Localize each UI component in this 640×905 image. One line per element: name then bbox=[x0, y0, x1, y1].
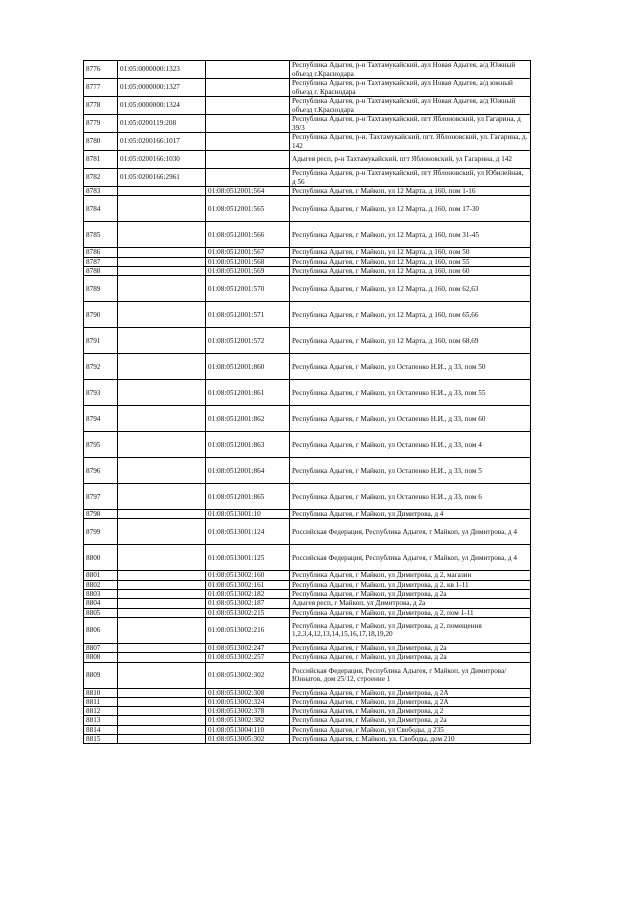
cadastral-number-cell bbox=[118, 653, 206, 662]
row-number-cell: 8799 bbox=[84, 519, 118, 545]
table-row bbox=[84, 97, 531, 115]
row-number-cell: 8776 bbox=[84, 61, 118, 79]
row-number-cell: 8800 bbox=[84, 545, 118, 571]
address-cell: Республика Адыгея, г Майкоп, ул Димитрова, д 2а bbox=[290, 653, 531, 662]
address-cell: Республика Адыгея, г Майкоп, ул Димитрова, д 2, кв 1-11 bbox=[290, 580, 531, 589]
row-number-cell: 8808 bbox=[84, 653, 118, 662]
property-register-table bbox=[83, 60, 531, 744]
premises-cadastral-number-cell: 01:08:0512001:570 bbox=[206, 276, 290, 302]
address-cell: Республика Адыгея, г Майкоп, ул Димитрова, д 2 bbox=[290, 707, 531, 716]
premises-cadastral-number-cell: 01:08:0513001:124 bbox=[206, 519, 290, 545]
row-number-cell: 8811 bbox=[84, 697, 118, 706]
table-row bbox=[84, 545, 531, 571]
row-number-cell: 8801 bbox=[84, 571, 118, 580]
cadastral-number-cell bbox=[118, 643, 206, 652]
premises-cadastral-number-cell: 01:08:0513002:215 bbox=[206, 608, 290, 617]
premises-cadastral-number-cell: 01:08:0513002:161 bbox=[206, 580, 290, 589]
address-cell: Республика Адыгея, г Майкоп, ул Димитрова, д 2, помещения 1,2,3,4,12,13,14,15,16,17,18,19,20 bbox=[290, 617, 531, 643]
premises-cadastral-number-cell: 01:08:0513002:182 bbox=[206, 590, 290, 599]
premises-cadastral-number-cell: 01:08:0513002:257 bbox=[206, 653, 290, 662]
address-cell: Республика Адыгея, р-н Тахтамукайский, пгт Яблоновский, ул Юбилейная, д 56 bbox=[290, 169, 531, 187]
table-row bbox=[84, 248, 531, 257]
cadastral-number-cell bbox=[118, 608, 206, 617]
premises-cadastral-number-cell: 01:08:0513002:187 bbox=[206, 599, 290, 608]
row-number-cell: 8784 bbox=[84, 196, 118, 222]
address-cell: Республика Адыгея, р-н Тахтамукайский, аул Новая Адыгея, а/д южный объезд г. Краснодара bbox=[290, 79, 531, 97]
cadastral-number-cell bbox=[118, 725, 206, 734]
table-row bbox=[84, 115, 531, 133]
premises-cadastral-number-cell bbox=[206, 61, 290, 79]
address-cell: Российская Федерация, Республика Адыгея, г Майкоп, ул Димитрова, д 4 bbox=[290, 519, 531, 545]
row-number-cell: 8813 bbox=[84, 716, 118, 725]
row-number-cell: 8786 bbox=[84, 248, 118, 257]
register-table-body bbox=[84, 61, 531, 744]
cadastral-number-cell bbox=[118, 187, 206, 196]
cadastral-number-cell: 01:05:0000000:1324 bbox=[118, 97, 206, 115]
row-number-cell: 8806 bbox=[84, 617, 118, 643]
premises-cadastral-number-cell: 01:08:0513005:302 bbox=[206, 735, 290, 744]
row-number-cell: 8790 bbox=[84, 302, 118, 328]
table-row bbox=[84, 688, 531, 697]
cadastral-number-cell bbox=[118, 222, 206, 248]
table-row bbox=[84, 276, 531, 302]
table-row bbox=[84, 196, 531, 222]
premises-cadastral-number-cell bbox=[206, 115, 290, 133]
table-row bbox=[84, 302, 531, 328]
row-number-cell: 8779 bbox=[84, 115, 118, 133]
table-row bbox=[84, 222, 531, 248]
row-number-cell: 8810 bbox=[84, 688, 118, 697]
premises-cadastral-number-cell bbox=[206, 79, 290, 97]
address-cell: Республика Адыгея, г Майкоп, ул Остапенко Н.И., д 33, пом 50 bbox=[290, 354, 531, 380]
table-row bbox=[84, 133, 531, 151]
address-cell: Республика Адыгея, г Майкоп, ул 12 Марта, д 160, пом 62,63 bbox=[290, 276, 531, 302]
table-row bbox=[84, 484, 531, 510]
premises-cadastral-number-cell: 01:08:0512001:564 bbox=[206, 187, 290, 196]
cadastral-number-cell bbox=[118, 302, 206, 328]
premises-cadastral-number-cell: 01:08:0512001:571 bbox=[206, 302, 290, 328]
address-cell: Республика Адыгея, г Майкоп, ул Остапенко Н.И., д 33, пом 6 bbox=[290, 484, 531, 510]
premises-cadastral-number-cell: 01:08:0513002:378 bbox=[206, 707, 290, 716]
cadastral-number-cell bbox=[118, 458, 206, 484]
premises-cadastral-number-cell bbox=[206, 169, 290, 187]
premises-cadastral-number-cell: 01:08:0512001:861 bbox=[206, 380, 290, 406]
row-number-cell: 8791 bbox=[84, 328, 118, 354]
table-row bbox=[84, 151, 531, 169]
cadastral-number-cell: 01:05:0000000:1323 bbox=[118, 61, 206, 79]
address-cell: Республика Адыгея, г Майкоп, ул Остапенко Н.И., д 33, пом 4 bbox=[290, 432, 531, 458]
row-number-cell: 8797 bbox=[84, 484, 118, 510]
table-row bbox=[84, 169, 531, 187]
table-row bbox=[84, 662, 531, 688]
table-row bbox=[84, 571, 531, 580]
premises-cadastral-number-cell: 01:08:0513002:382 bbox=[206, 716, 290, 725]
cadastral-number-cell bbox=[118, 519, 206, 545]
premises-cadastral-number-cell: 01:08:0512001:569 bbox=[206, 266, 290, 275]
address-cell: Республика Адыгея, г Майкоп, ул 12 Марта, д 160, пом 55 bbox=[290, 257, 531, 266]
premises-cadastral-number-cell: 01:08:0513002:216 bbox=[206, 617, 290, 643]
address-cell: Республика Адыгея, г Майкоп, ул 12 Марта, д 160, пом 60 bbox=[290, 266, 531, 275]
row-number-cell: 8805 bbox=[84, 608, 118, 617]
table-row bbox=[84, 510, 531, 519]
row-number-cell: 8807 bbox=[84, 643, 118, 652]
row-number-cell: 8777 bbox=[84, 79, 118, 97]
row-number-cell: 8793 bbox=[84, 380, 118, 406]
table-row bbox=[84, 608, 531, 617]
premises-cadastral-number-cell: 01:08:0512001:572 bbox=[206, 328, 290, 354]
premises-cadastral-number-cell: 01:08:0512001:862 bbox=[206, 406, 290, 432]
address-cell: Республика Адыгея, р-н Тахтамукайский, аул Новая Адыгея, а/д Южный объезд г.Краснодара bbox=[290, 97, 531, 115]
row-number-cell: 8788 bbox=[84, 266, 118, 275]
premises-cadastral-number-cell: 01:08:0512001:568 bbox=[206, 257, 290, 266]
premises-cadastral-number-cell: 01:08:0512001:566 bbox=[206, 222, 290, 248]
table-row bbox=[84, 735, 531, 744]
premises-cadastral-number-cell: 01:08:0513002:324 bbox=[206, 697, 290, 706]
table-row bbox=[84, 61, 531, 79]
table-row bbox=[84, 643, 531, 652]
address-cell: Республика Адыгея, г Майкоп, ул 12 Марта, д 160, пом 31-45 bbox=[290, 222, 531, 248]
address-cell: Республика Адыгея, г Майкоп, ул Димитрова, д 2, магазин bbox=[290, 571, 531, 580]
cadastral-number-cell bbox=[118, 510, 206, 519]
address-cell: Республика Адыгея, р-н Тахтамукайский, аул Новая Адыгея, а/д Южный объезд г.Краснодара bbox=[290, 61, 531, 79]
table-row bbox=[84, 406, 531, 432]
row-number-cell: 8795 bbox=[84, 432, 118, 458]
cadastral-number-cell bbox=[118, 590, 206, 599]
row-number-cell: 8815 bbox=[84, 735, 118, 744]
cadastral-number-cell bbox=[118, 617, 206, 643]
row-number-cell: 8778 bbox=[84, 97, 118, 115]
premises-cadastral-number-cell: 01:08:0512001:865 bbox=[206, 484, 290, 510]
address-cell: Российская Федерация, Республика Адыгея, г Майкоп, ул Димитрова/Юннатов, дом 25/12, строение 1 bbox=[290, 662, 531, 688]
premises-cadastral-number-cell: 01:08:0513001:125 bbox=[206, 545, 290, 571]
table-row bbox=[84, 432, 531, 458]
premises-cadastral-number-cell bbox=[206, 151, 290, 169]
cadastral-number-cell bbox=[118, 735, 206, 744]
row-number-cell: 8792 bbox=[84, 354, 118, 380]
row-number-cell: 8814 bbox=[84, 725, 118, 734]
premises-cadastral-number-cell bbox=[206, 133, 290, 151]
table-row bbox=[84, 697, 531, 706]
table-row bbox=[84, 707, 531, 716]
address-cell: Республика Адыгея, г Майкоп, ул 12 Марта, д 160, пом 50 bbox=[290, 248, 531, 257]
table-row bbox=[84, 266, 531, 275]
cadastral-number-cell bbox=[118, 432, 206, 458]
cadastral-number-cell: 01:05:0200166:1017 bbox=[118, 133, 206, 151]
row-number-cell: 8782 bbox=[84, 169, 118, 187]
address-cell: Республика Адыгея, г Майкоп, ул 12 Марта, д 160, пом 68,69 bbox=[290, 328, 531, 354]
address-cell: Республика Адыгея, р-н Тахтамукайский, пгт Яблоновский, ул Гагарина, д 39/3 bbox=[290, 115, 531, 133]
cadastral-number-cell bbox=[118, 707, 206, 716]
row-number-cell: 8798 bbox=[84, 510, 118, 519]
row-number-cell: 8796 bbox=[84, 458, 118, 484]
address-cell: Республика Адыгея, р-н. Тахтамукайский, пгт. Яблоновский, ул. Гагарина, д. 142 bbox=[290, 133, 531, 151]
address-cell: Республика Адыгея, г Майкоп, ул Димитрова, д 4 bbox=[290, 510, 531, 519]
cadastral-number-cell: 01:05:0200166:1030 bbox=[118, 151, 206, 169]
table-row bbox=[84, 354, 531, 380]
cadastral-number-cell bbox=[118, 248, 206, 257]
row-number-cell: 8794 bbox=[84, 406, 118, 432]
table-row bbox=[84, 79, 531, 97]
address-cell: Республика Адыгея, г Майкоп, ул Димитрова, д 2а bbox=[290, 716, 531, 725]
row-number-cell: 8809 bbox=[84, 662, 118, 688]
table-row bbox=[84, 617, 531, 643]
address-cell: Российская Федерация, Республика Адыгея, г Майкоп, ул Димитрова, д 4 bbox=[290, 545, 531, 571]
row-number-cell: 8812 bbox=[84, 707, 118, 716]
premises-cadastral-number-cell: 01:08:0513002:160 bbox=[206, 571, 290, 580]
table-row bbox=[84, 590, 531, 599]
address-cell: Республика Адыгея, г Майкоп, ул 12 Марта, д 160, пом 17-30 bbox=[290, 196, 531, 222]
address-cell: Республика Адыгея, г Майкоп, ул Димитрова, д 2а bbox=[290, 590, 531, 599]
table-row bbox=[84, 458, 531, 484]
address-cell: Республика Адыгея, г Майкоп, ул 12 Марта, д 160, пом 65,66 bbox=[290, 302, 531, 328]
row-number-cell: 8804 bbox=[84, 599, 118, 608]
cadastral-number-cell bbox=[118, 406, 206, 432]
table-row bbox=[84, 599, 531, 608]
row-number-cell: 8780 bbox=[84, 133, 118, 151]
premises-cadastral-number-cell: 01:08:0512001:864 bbox=[206, 458, 290, 484]
row-number-cell: 8785 bbox=[84, 222, 118, 248]
table-row bbox=[84, 328, 531, 354]
cadastral-number-cell: 01:05:0200166:2961 bbox=[118, 169, 206, 187]
premises-cadastral-number-cell bbox=[206, 97, 290, 115]
cadastral-number-cell bbox=[118, 580, 206, 589]
address-cell: Адыгея респ, р-н Тахтамукайский, пгт Яблоновский, ул Гагарина, д 142 bbox=[290, 151, 531, 169]
cadastral-number-cell bbox=[118, 697, 206, 706]
address-cell: Республика Адыгея, г Майкоп, ул 12 Марта, д 160, пом 1-16 bbox=[290, 187, 531, 196]
cadastral-number-cell bbox=[118, 257, 206, 266]
row-number-cell: 8783 bbox=[84, 187, 118, 196]
premises-cadastral-number-cell: 01:08:0513002:308 bbox=[206, 688, 290, 697]
row-number-cell: 8789 bbox=[84, 276, 118, 302]
address-cell: Республика Адыгея, г Майкоп, ул Остапенко Н.И., д 33, пом 60 bbox=[290, 406, 531, 432]
cadastral-number-cell bbox=[118, 688, 206, 697]
table-row bbox=[84, 380, 531, 406]
address-cell: Республика Адыгея, г Майкоп, ул Димитрова, д 2А bbox=[290, 697, 531, 706]
cadastral-number-cell: 01:05:0200119:208 bbox=[118, 115, 206, 133]
premises-cadastral-number-cell: 01:08:0512001:565 bbox=[206, 196, 290, 222]
address-cell: Адыгея респ, г Майкоп, ул Димитрова, д 2а bbox=[290, 599, 531, 608]
cadastral-number-cell bbox=[118, 662, 206, 688]
table-row bbox=[84, 716, 531, 725]
premises-cadastral-number-cell: 01:08:0512001:863 bbox=[206, 432, 290, 458]
address-cell: Республика Адыгея, г Майкоп, ул Димитрова, д 2А bbox=[290, 688, 531, 697]
row-number-cell: 8787 bbox=[84, 257, 118, 266]
table-row bbox=[84, 725, 531, 734]
premises-cadastral-number-cell: 01:08:0513002:302 bbox=[206, 662, 290, 688]
cadastral-number-cell bbox=[118, 276, 206, 302]
cadastral-number-cell bbox=[118, 328, 206, 354]
premises-cadastral-number-cell: 01:08:0512001:567 bbox=[206, 248, 290, 257]
premises-cadastral-number-cell: 01:08:0513002:247 bbox=[206, 643, 290, 652]
cadastral-number-cell bbox=[118, 380, 206, 406]
address-cell: Республика Адыгея, г Майкоп, ул Свободы, д 235 bbox=[290, 725, 531, 734]
cadastral-number-cell: 01:05:0000000:1327 bbox=[118, 79, 206, 97]
row-number-cell: 8802 bbox=[84, 580, 118, 589]
table-row bbox=[84, 653, 531, 662]
cadastral-number-cell bbox=[118, 571, 206, 580]
cadastral-number-cell bbox=[118, 599, 206, 608]
cadastral-number-cell bbox=[118, 266, 206, 275]
cadastral-number-cell bbox=[118, 545, 206, 571]
premises-cadastral-number-cell: 01:08:0513004:110 bbox=[206, 725, 290, 734]
row-number-cell: 8781 bbox=[84, 151, 118, 169]
address-cell: Республика Адыгея, г Майкоп, ул Остапенко Н.И., д 33, пом 55 bbox=[290, 380, 531, 406]
cadastral-number-cell bbox=[118, 716, 206, 725]
table-row bbox=[84, 257, 531, 266]
table-row bbox=[84, 187, 531, 196]
cadastral-number-cell bbox=[118, 354, 206, 380]
address-cell: Республика Адыгея, г Майкоп, ул Остапенко Н.И., д 33, пом 5 bbox=[290, 458, 531, 484]
table-row bbox=[84, 519, 531, 545]
address-cell: Республика Адыгея, г. Майкоп, ул. Свободы, дом 210 bbox=[290, 735, 531, 744]
premises-cadastral-number-cell: 01:08:0513001:10 bbox=[206, 510, 290, 519]
address-cell: Республика Адыгея, г Майкоп, ул Димитрова, д 2, пом 1-11 bbox=[290, 608, 531, 617]
row-number-cell: 8803 bbox=[84, 590, 118, 599]
premises-cadastral-number-cell: 01:08:0512001:860 bbox=[206, 354, 290, 380]
address-cell: Республика Адыгея, г Майкоп, ул Димитрова, д 2а bbox=[290, 643, 531, 652]
cadastral-number-cell bbox=[118, 196, 206, 222]
cadastral-number-cell bbox=[118, 484, 206, 510]
table-row bbox=[84, 580, 531, 589]
